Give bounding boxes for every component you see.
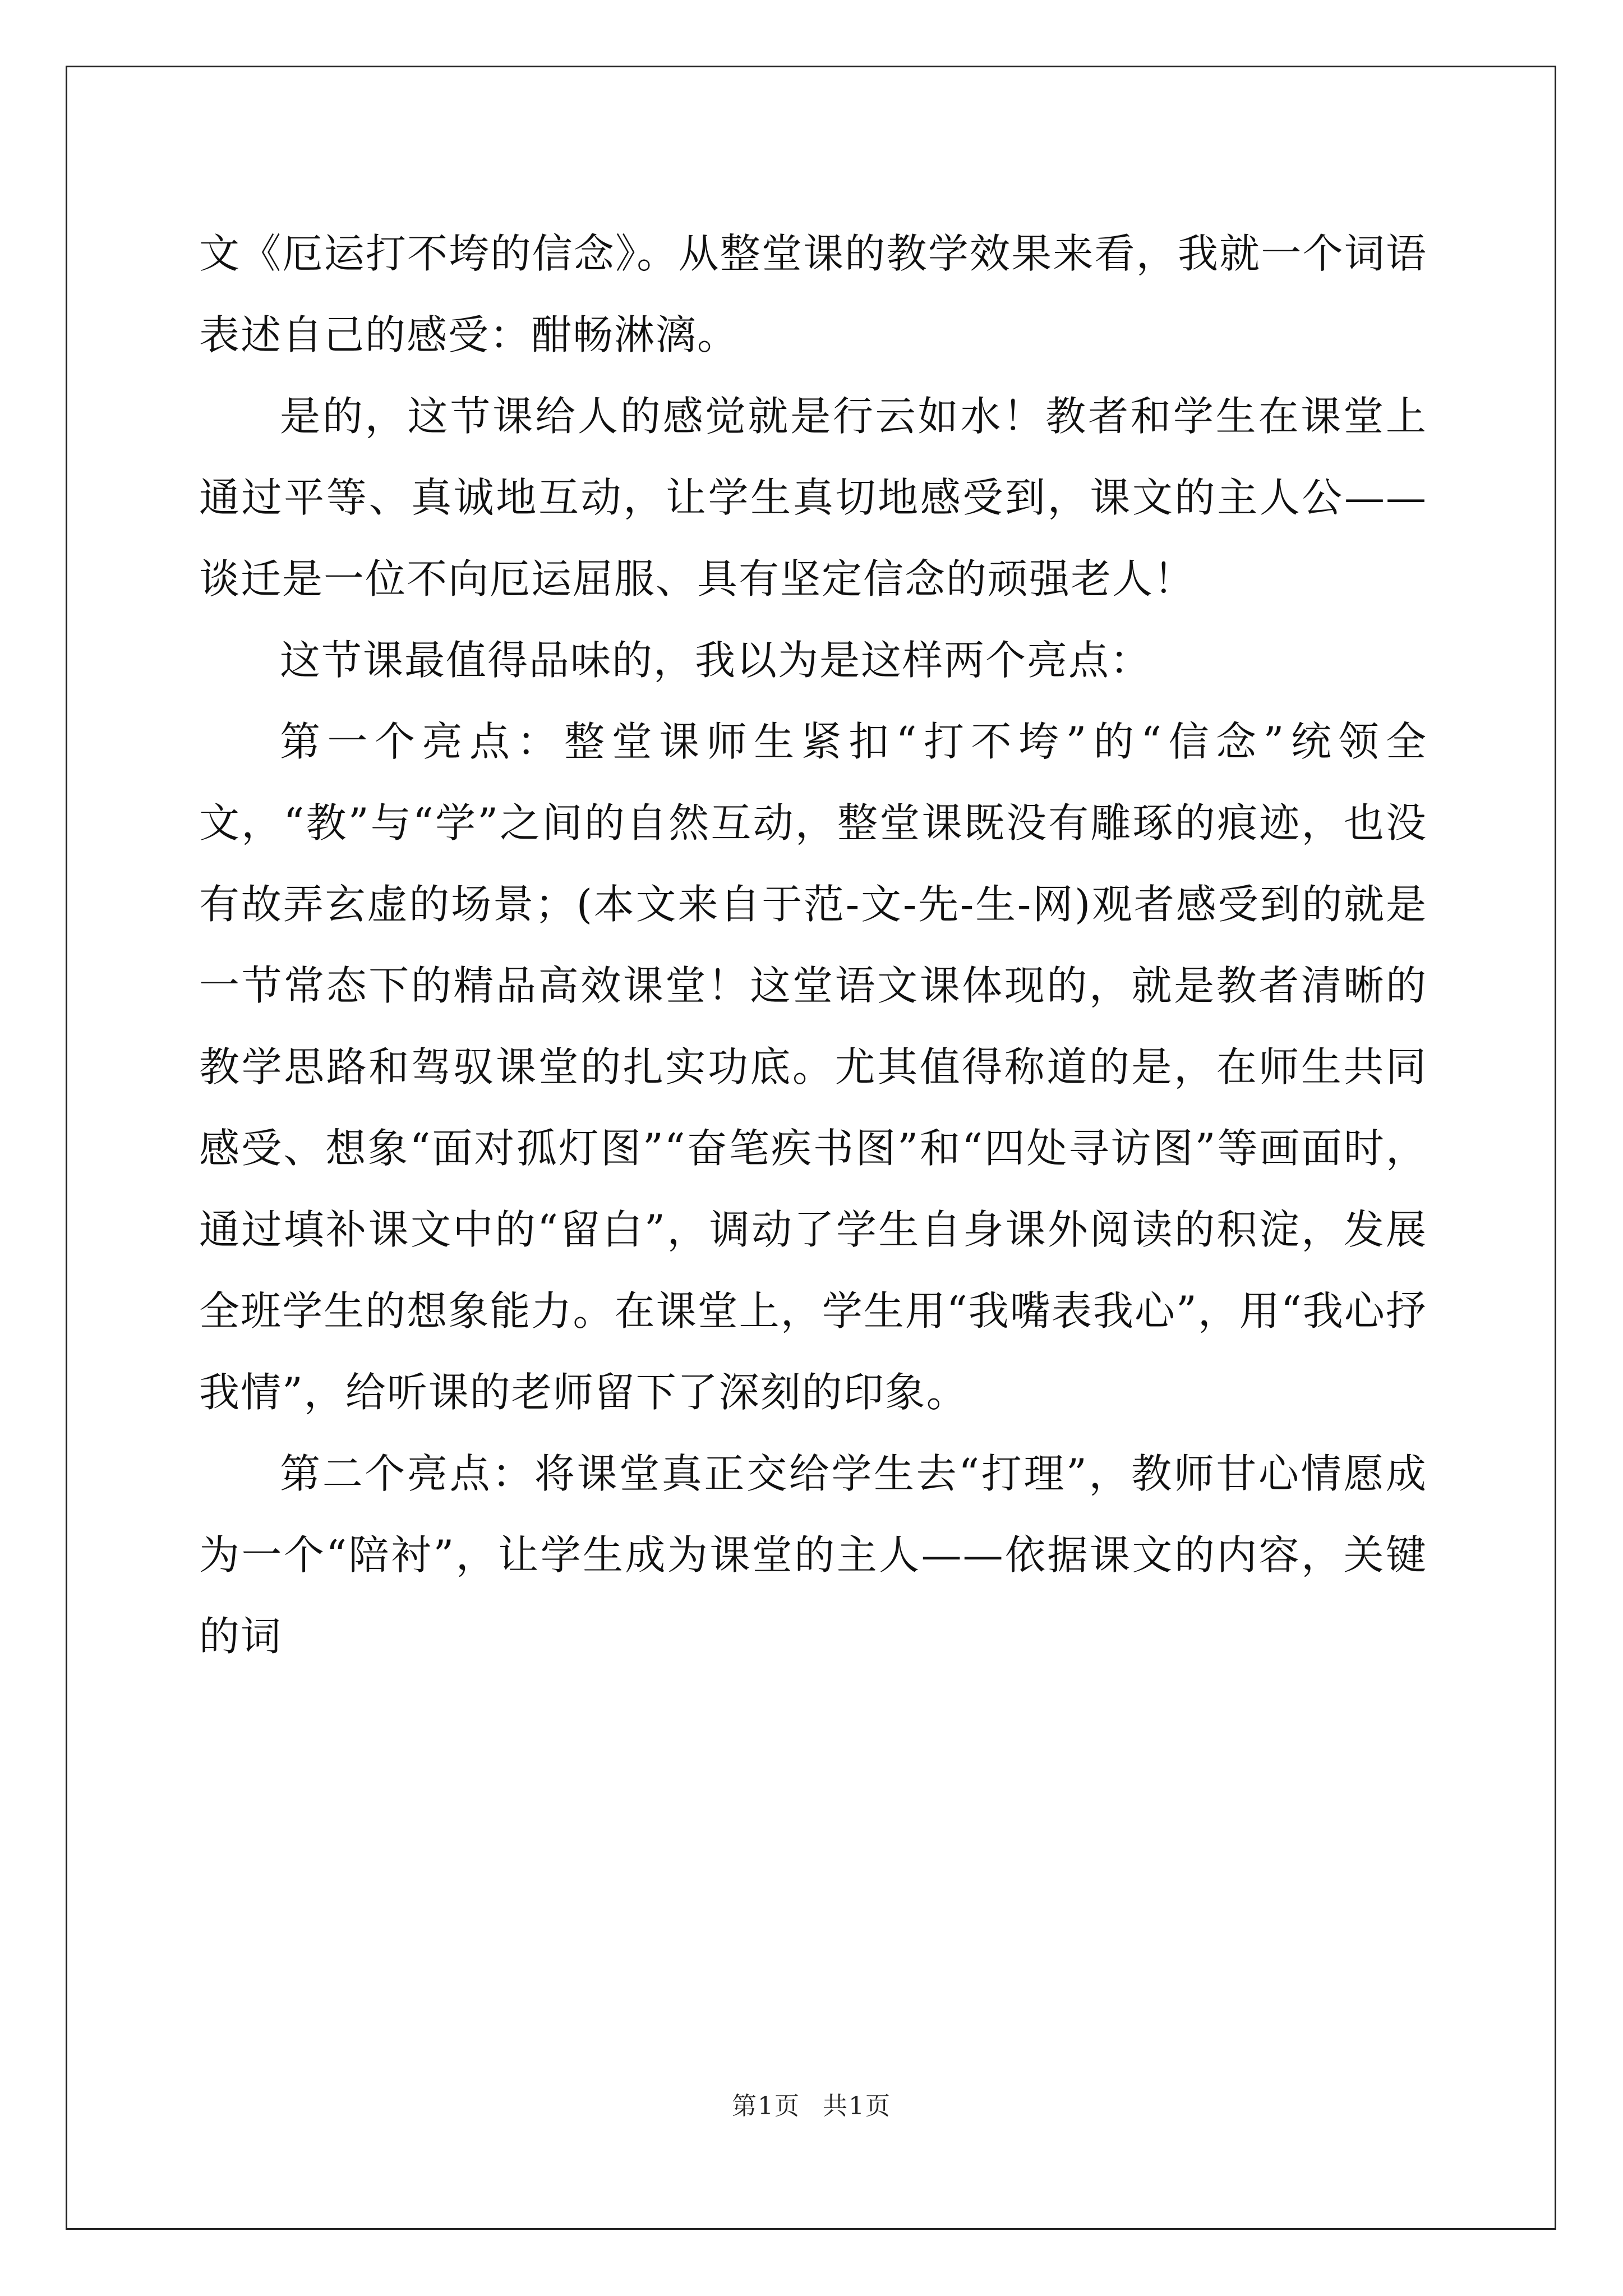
- paragraph-1: 文《厄运打不垮的信念》。从整堂课的教学效果来看，我就一个词语表述自己的感受：酣畅淋漓。: [199, 230, 1427, 358]
- paragraph-2: 是的，这节课给人的感觉就是行云如水！教者和学生在课堂上通过平等、真诚地互动，让学生真切地感受到，课文的主人公——谈迁是一位不向厄运屈服、具有坚定信念的顽强老人！: [199, 393, 1427, 602]
- page-total: 共1页: [823, 2092, 891, 2120]
- paragraph-3: 这节课最值得品味的，我以为是这样两个亮点：: [280, 637, 1152, 684]
- paragraph-4: 第一个亮点：整堂课师生紧扣“打不垮”的“信念”统领全文，“教”与“学”之间的自然互动，整堂课既没有雕琢的痕迹，也没有故弄玄虚的场景；(本文来自于范-文-先-生-网)观者感受到的就是一节常态下的精品高效课堂！这堂语文课体现的，就是教者清晰的教学思路和驾驭课堂的扎实功底。尤其值得称道的是，在师生共同感受、想象“面对孤灯图”“奋笔疾书图”和“四处寻访图”等画面时，通过填补课文中的“留白”，调动了学生自身课外阅读的积淀，发展全班学生的想象能力。在课堂上，学生用“我嘴表我心”，用“我心抒我情”，给听课的老师留下了深刻的印象。: [199, 718, 1427, 1416]
- paragraph-5: 第二个亮点：将课堂真正交给学生去“打理”，教师甘心情愿成为一个“陪衬”，让学生成为课堂的主人——依据课文的内容，关键的词: [199, 1450, 1427, 1660]
- page-number: 第1页: [732, 2092, 800, 2120]
- page-footer: [0, 2086, 1623, 2122]
- document-body: [199, 213, 1427, 1677]
